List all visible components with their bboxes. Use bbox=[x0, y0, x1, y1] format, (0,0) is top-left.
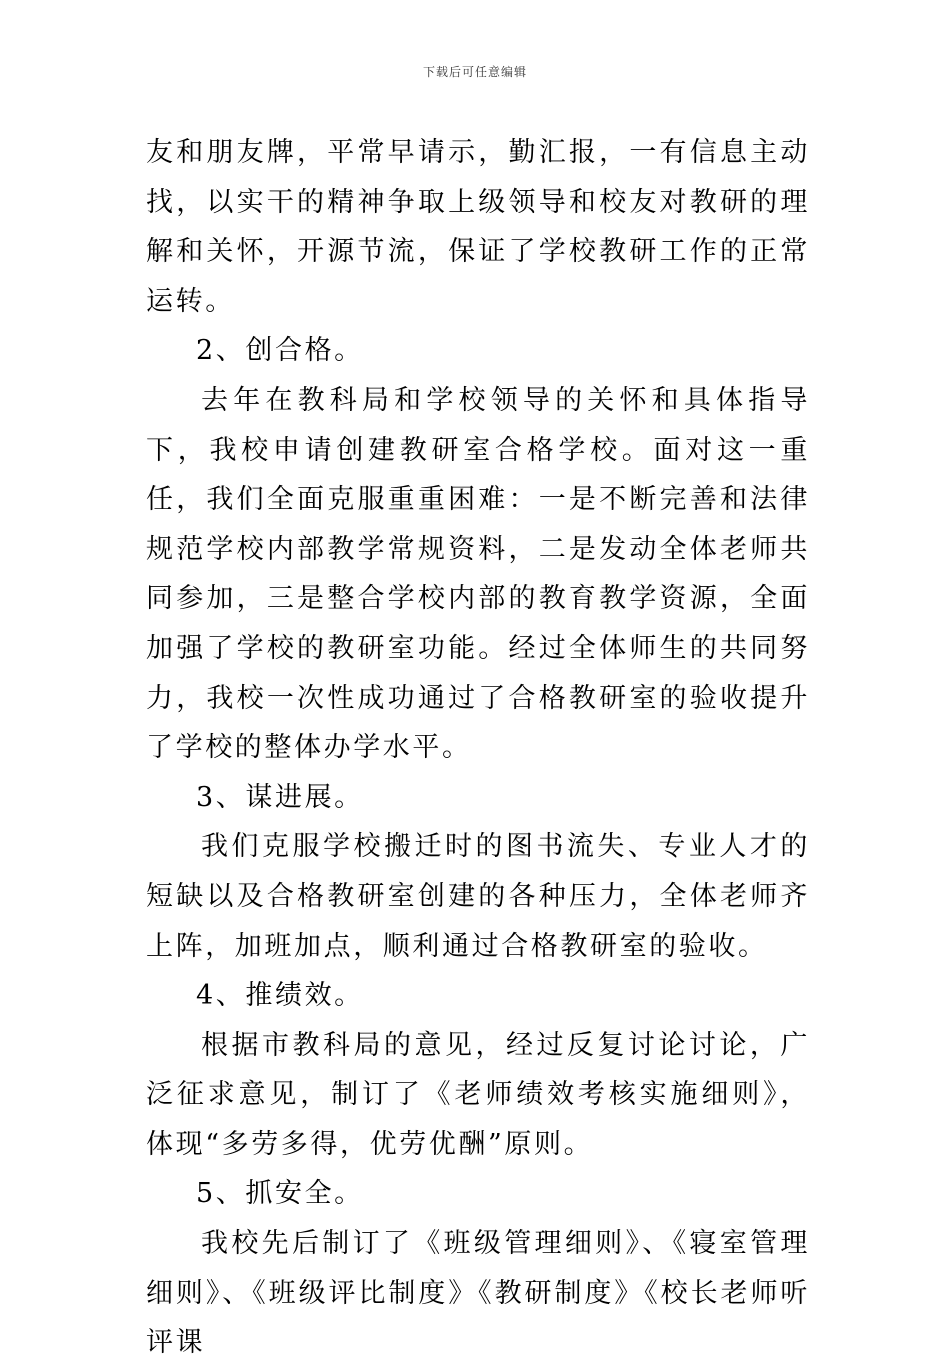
page-header: 下载后可任意编辑 bbox=[422, 65, 527, 79]
paragraph-continued: 友和朋友牌，平常早请示，勤汇报，一有信息主动找，以实干的精神争取上级领导和校友对教研的理解和关怀，开源节流，保证了学校教研工作的正常运转。 bbox=[146, 137, 810, 317]
paragraph-safety: 我校先后制订了《班级管理细则》、《寝室管理细则》、《班级评比制度》《教研制度》《校长老师听评课 bbox=[146, 1228, 810, 1359]
section-heading-2: 2、创合格。 bbox=[196, 335, 364, 367]
paragraph-create-qualified: 去年在教科局和学校领导的关怀和具体指导下，我校申请创建教研室合格学校。面对这一重任，我们全面克服重重困难：一是不断完善和法律规范学校内部教学常规资料，二是发动全体老师共同参加，三是整合学校内部的教育教学资源，全面加强了学校的教研室功能。经过全体师生的共同努力，我校一次性成功通过了合格教研室的验收提升了学校的整体办学水平。 bbox=[146, 384, 810, 764]
section-heading-5: 5、抓安全。 bbox=[196, 1178, 364, 1210]
paragraph-performance: 根据市教科局的意见，经过反复讨论讨论，广泛征求意见，制订了《老师绩效考核实施细则》，体现“多劳多得，优劳优酬”原则。 bbox=[146, 1029, 810, 1160]
document-body bbox=[146, 128, 810, 1368]
section-heading-3: 3、谋进展。 bbox=[196, 781, 364, 813]
paragraph-seek-progress: 我们克服学校搬迁时的图书流失、专业人才的短缺以及合格教研室创建的各种压力，全体老师齐上阵，加班加点，顺利通过合格教研室的验收。 bbox=[146, 831, 810, 962]
section-heading-4: 4、推绩效。 bbox=[196, 980, 364, 1012]
